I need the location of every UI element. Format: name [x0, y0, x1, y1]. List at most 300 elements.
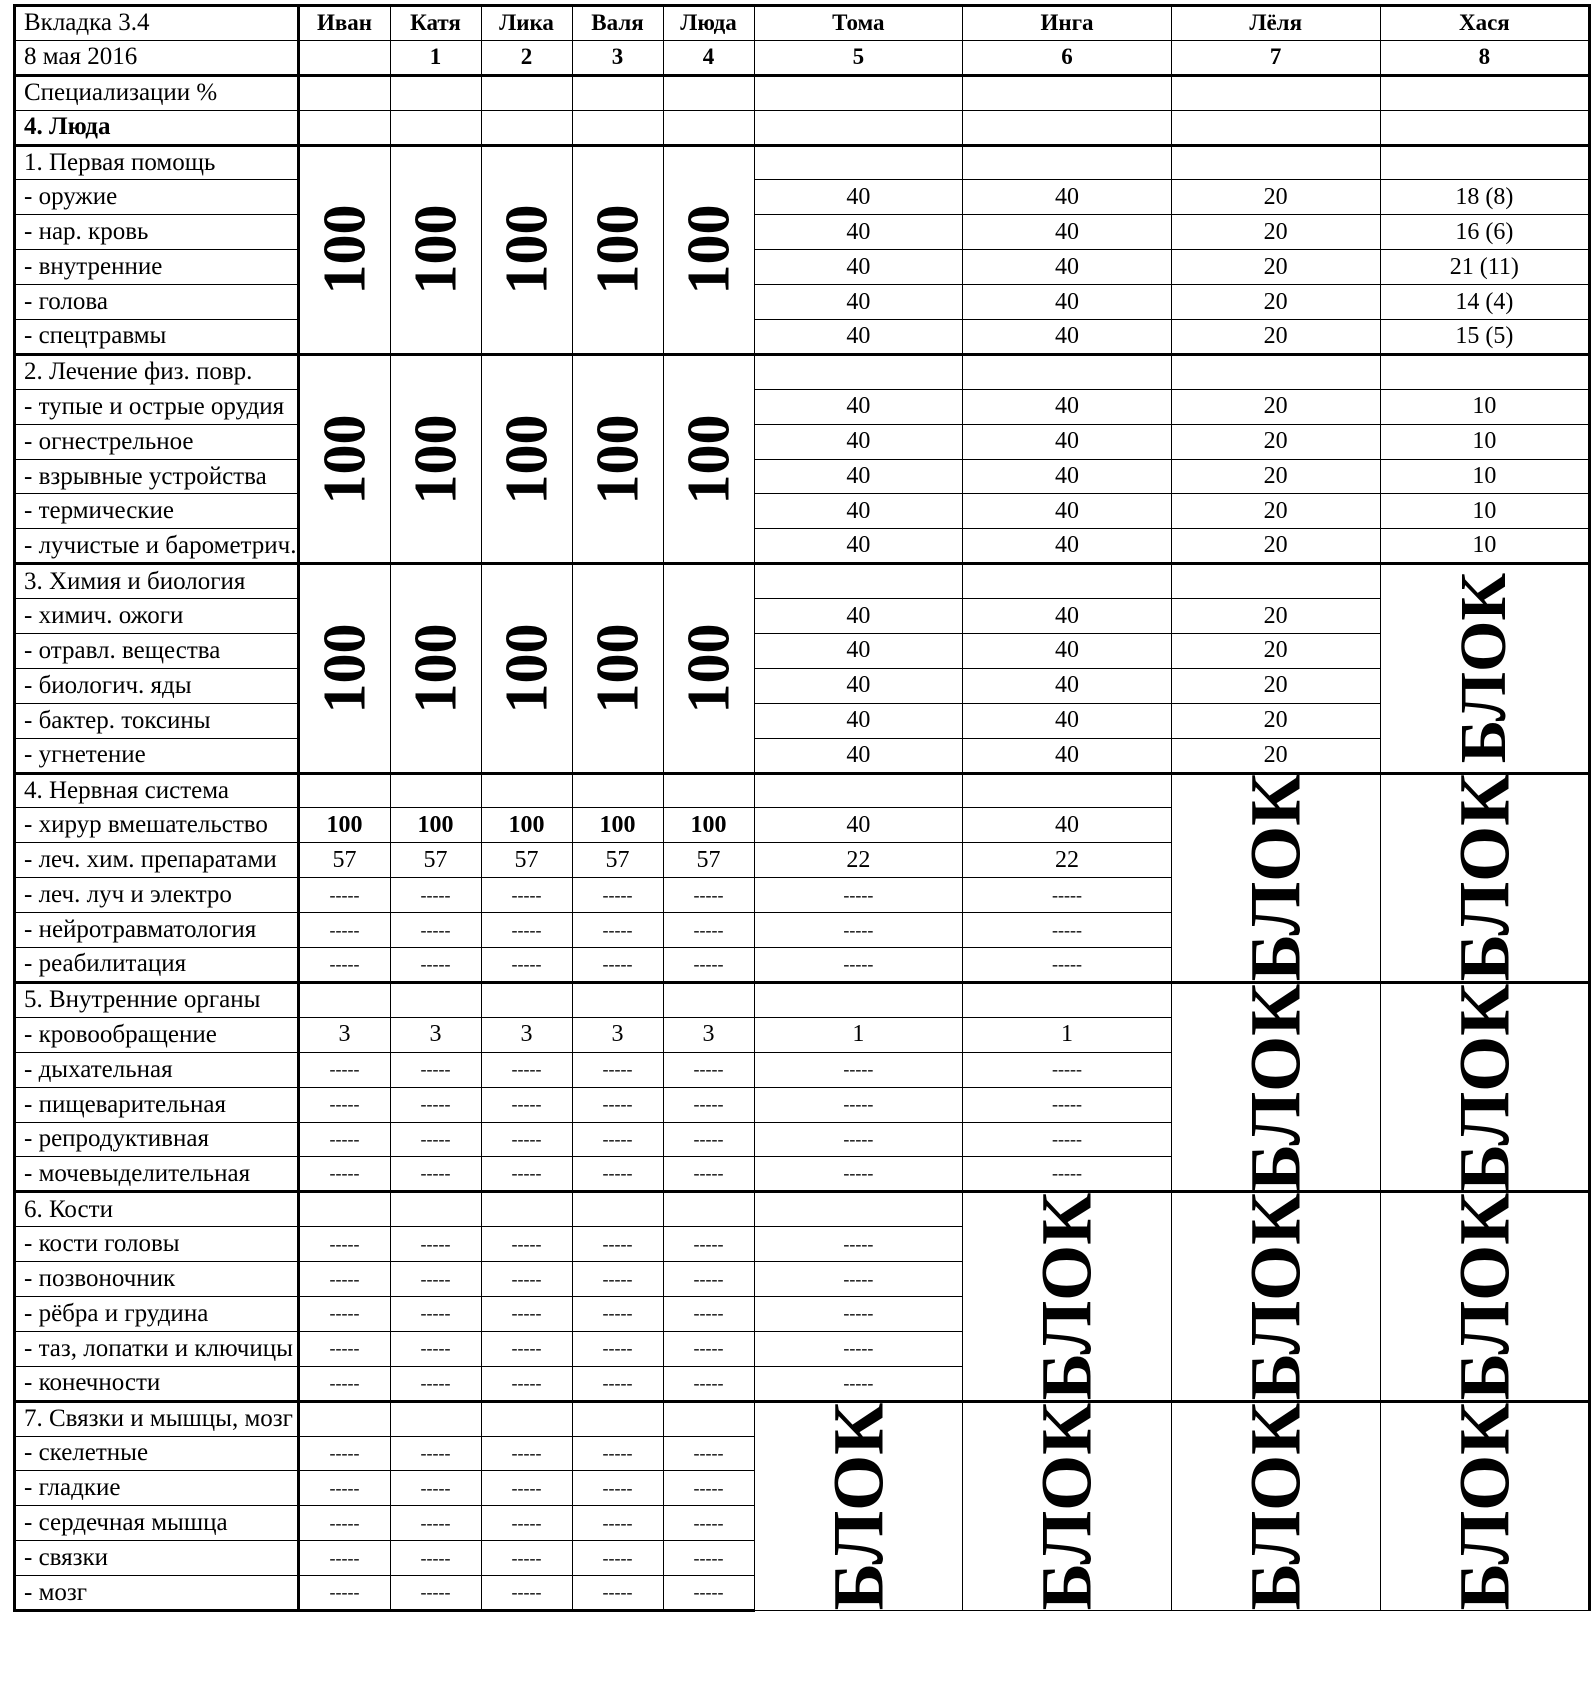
empty-cell	[481, 773, 572, 808]
value-cell: 20	[1171, 389, 1380, 424]
empty-cell	[572, 982, 663, 1017]
block-cell	[1171, 1401, 1380, 1610]
value-cell: -----	[754, 1366, 963, 1401]
block-label: БЛОК	[1026, 1402, 1107, 1611]
value-cell: -----	[572, 1296, 663, 1331]
value-cell: 20	[1171, 459, 1380, 494]
block-label: БЛОК	[1443, 773, 1524, 982]
value-cell: -----	[390, 1366, 481, 1401]
value-cell: 21 (11)	[1380, 250, 1590, 285]
value-cell: 40	[754, 494, 963, 529]
value-cell: -----	[963, 913, 1172, 948]
value-cell: -----	[390, 1576, 481, 1611]
value-cell: -----	[298, 1227, 390, 1262]
value-cell: 57	[298, 843, 390, 878]
value-cell: -----	[298, 1122, 390, 1157]
empty-cell	[963, 982, 1172, 1017]
rotated-100-cell	[572, 354, 663, 563]
value-cell: 40	[754, 424, 963, 459]
empty-cell	[390, 1192, 481, 1227]
value-cell: -----	[481, 913, 572, 948]
value-cell: -----	[572, 1576, 663, 1611]
row-label: - леч. луч и электро	[15, 878, 299, 913]
value-cell: 100	[572, 808, 663, 843]
number-header	[298, 40, 390, 75]
value-cell: -----	[572, 1436, 663, 1471]
block-cell	[1171, 1192, 1380, 1401]
name-header: Тома	[754, 6, 963, 41]
empty-cell	[1171, 75, 1380, 110]
row-label: - оружие	[15, 180, 299, 215]
row-label: - спецтравмы	[15, 320, 299, 355]
value-cell: 40	[754, 703, 963, 738]
number-header: 2	[481, 40, 572, 75]
value-cell: -----	[298, 1576, 390, 1611]
empty-cell	[481, 110, 572, 145]
value-cell: -----	[754, 878, 963, 913]
value-cell: -----	[663, 1366, 754, 1401]
value-cell: -----	[572, 1122, 663, 1157]
empty-cell	[298, 982, 390, 1017]
row-label: - таз, лопатки и ключицы	[15, 1331, 299, 1366]
row-label: - отравл. вещества	[15, 634, 299, 669]
row-label: - химич. ожоги	[15, 599, 299, 634]
value-cell: -----	[663, 1157, 754, 1192]
row-label: - угнетение	[15, 738, 299, 773]
value-cell: -----	[572, 1506, 663, 1541]
empty-cell	[963, 145, 1172, 180]
row-label: - скелетные	[15, 1436, 299, 1471]
value-cell: 20	[1171, 599, 1380, 634]
rotated-100-value: 100	[402, 204, 468, 295]
block-cell	[1380, 982, 1590, 1191]
rotated-100-cell	[663, 145, 754, 354]
row-label: - сердечная мышца	[15, 1506, 299, 1541]
value-cell: -----	[481, 1227, 572, 1262]
empty-cell	[754, 110, 963, 145]
value-cell: 40	[963, 599, 1172, 634]
value-cell: 100	[298, 808, 390, 843]
value-cell: -----	[663, 948, 754, 983]
empty-cell	[572, 75, 663, 110]
name-header: Хася	[1380, 6, 1590, 41]
value-cell: 20	[1171, 180, 1380, 215]
group-title: 5. Внутренние органы	[15, 982, 299, 1017]
value-cell: 20	[1171, 703, 1380, 738]
value-cell: -----	[663, 1436, 754, 1471]
block-label: БЛОК	[1235, 1192, 1316, 1401]
empty-cell	[298, 1401, 390, 1436]
group-title: 3. Химия и биология	[15, 564, 299, 599]
value-cell: -----	[754, 1052, 963, 1087]
value-cell: 20	[1171, 320, 1380, 355]
empty-cell	[298, 1192, 390, 1227]
value-cell: 40	[963, 424, 1172, 459]
value-cell: -----	[754, 1157, 963, 1192]
value-cell: 18 (8)	[1380, 180, 1590, 215]
value-cell: 40	[963, 215, 1172, 250]
value-cell: -----	[481, 1052, 572, 1087]
block-label: БЛОК	[1235, 1402, 1316, 1611]
value-cell: -----	[390, 1157, 481, 1192]
empty-cell	[754, 354, 963, 389]
value-cell: -----	[481, 1366, 572, 1401]
value-cell: -----	[298, 1087, 390, 1122]
value-cell: -----	[663, 913, 754, 948]
row-label: - огнестрельное	[15, 424, 299, 459]
value-cell: -----	[390, 948, 481, 983]
row-label: - связки	[15, 1541, 299, 1576]
value-cell: 40	[963, 808, 1172, 843]
name-header: Люда	[663, 6, 754, 41]
empty-cell	[390, 75, 481, 110]
spec-title: Специализации %	[15, 75, 299, 110]
value-cell: -----	[572, 913, 663, 948]
value-cell: 10	[1380, 389, 1590, 424]
value-cell: -----	[754, 1122, 963, 1157]
empty-cell	[754, 564, 963, 599]
group-title: 6. Кости	[15, 1192, 299, 1227]
empty-cell	[963, 773, 1172, 808]
rotated-100-cell	[298, 145, 390, 354]
rotated-100-cell	[481, 564, 572, 773]
value-cell: -----	[481, 948, 572, 983]
rotated-100-cell	[663, 354, 754, 563]
value-cell: -----	[298, 913, 390, 948]
rotated-100-value: 100	[402, 623, 468, 714]
value-cell: 40	[963, 494, 1172, 529]
value-cell: 100	[390, 808, 481, 843]
number-header: 4	[663, 40, 754, 75]
rotated-100-value: 100	[675, 623, 741, 714]
value-cell: -----	[572, 1541, 663, 1576]
subject-title: 4. Люда	[15, 110, 299, 145]
value-cell: -----	[481, 1471, 572, 1506]
value-cell: -----	[390, 1331, 481, 1366]
value-cell: -----	[481, 878, 572, 913]
value-cell: -----	[298, 1506, 390, 1541]
empty-cell	[963, 354, 1172, 389]
value-cell: -----	[572, 948, 663, 983]
row-label: - лучистые и барометрич.	[15, 529, 299, 564]
value-cell: 20	[1171, 529, 1380, 564]
empty-cell	[754, 75, 963, 110]
empty-cell	[1380, 354, 1590, 389]
value-cell: 20	[1171, 250, 1380, 285]
tab-label: Вкладка 3.4	[15, 6, 299, 41]
rotated-100-value: 100	[493, 623, 559, 714]
empty-cell	[1380, 75, 1590, 110]
value-cell: 10	[1380, 459, 1590, 494]
value-cell: -----	[390, 1262, 481, 1297]
value-cell: -----	[390, 1436, 481, 1471]
value-cell: 57	[663, 843, 754, 878]
value-cell: -----	[298, 1262, 390, 1297]
value-cell: -----	[663, 1506, 754, 1541]
empty-cell	[390, 110, 481, 145]
name-header: Иван	[298, 6, 390, 41]
rotated-100-cell	[663, 564, 754, 773]
empty-cell	[754, 145, 963, 180]
row-label: - нейротравматология	[15, 913, 299, 948]
empty-cell	[390, 1401, 481, 1436]
number-header: 1	[390, 40, 481, 75]
value-cell: -----	[572, 1331, 663, 1366]
value-cell: 40	[754, 320, 963, 355]
rotated-100-cell	[572, 564, 663, 773]
value-cell: -----	[390, 1227, 481, 1262]
value-cell: -----	[572, 878, 663, 913]
value-cell: -----	[298, 1366, 390, 1401]
value-cell: -----	[390, 1052, 481, 1087]
value-cell: 3	[572, 1017, 663, 1052]
value-cell: -----	[390, 1296, 481, 1331]
value-cell: 100	[481, 808, 572, 843]
value-cell: -----	[963, 1052, 1172, 1087]
value-cell: -----	[298, 1296, 390, 1331]
rotated-100-cell	[390, 564, 481, 773]
empty-cell	[663, 75, 754, 110]
row-label: - реабилитация	[15, 948, 299, 983]
value-cell: 40	[963, 634, 1172, 669]
row-label: - мочевыделительная	[15, 1157, 299, 1192]
row-label: - взрывные устройства	[15, 459, 299, 494]
row-label: - репродуктивная	[15, 1122, 299, 1157]
block-label: БЛОК	[817, 1402, 898, 1611]
value-cell: -----	[572, 1052, 663, 1087]
value-cell: -----	[663, 1296, 754, 1331]
group-title: 2. Лечение физ. повр.	[15, 354, 299, 389]
row-label: - внутренние	[15, 250, 299, 285]
value-cell: 14 (4)	[1380, 285, 1590, 320]
value-cell: -----	[481, 1331, 572, 1366]
value-cell: -----	[663, 1541, 754, 1576]
value-cell: -----	[390, 1122, 481, 1157]
row-label: - тупые и острые орудия	[15, 389, 299, 424]
value-cell: 40	[963, 703, 1172, 738]
value-cell: -----	[298, 878, 390, 913]
value-cell: -----	[298, 1471, 390, 1506]
number-header: 6	[963, 40, 1172, 75]
value-cell: 40	[754, 668, 963, 703]
empty-cell	[390, 773, 481, 808]
empty-cell	[963, 564, 1172, 599]
empty-cell	[754, 773, 963, 808]
value-cell: 40	[963, 738, 1172, 773]
empty-cell	[1380, 145, 1590, 180]
row-label: - рёбра и грудина	[15, 1296, 299, 1331]
block-cell	[754, 1401, 963, 1610]
value-cell: -----	[663, 1122, 754, 1157]
value-cell: 57	[572, 843, 663, 878]
empty-cell	[298, 75, 390, 110]
empty-cell	[298, 110, 390, 145]
value-cell: -----	[663, 878, 754, 913]
value-cell: 10	[1380, 529, 1590, 564]
value-cell: 20	[1171, 494, 1380, 529]
empty-cell	[572, 1192, 663, 1227]
value-cell: -----	[663, 1576, 754, 1611]
number-header: 5	[754, 40, 963, 75]
empty-cell	[1380, 110, 1590, 145]
value-cell: -----	[390, 1471, 481, 1506]
value-cell: -----	[963, 1087, 1172, 1122]
value-cell: -----	[663, 1087, 754, 1122]
value-cell: -----	[963, 878, 1172, 913]
rotated-100-value: 100	[675, 414, 741, 505]
value-cell: -----	[481, 1541, 572, 1576]
block-cell	[1380, 1192, 1590, 1401]
empty-cell	[1171, 564, 1380, 599]
empty-cell	[572, 110, 663, 145]
value-cell: 40	[754, 389, 963, 424]
value-cell: -----	[481, 1576, 572, 1611]
block-label: БЛОК	[1443, 983, 1524, 1191]
value-cell: 40	[754, 180, 963, 215]
block-cell	[1171, 773, 1380, 982]
value-cell: 20	[1171, 424, 1380, 459]
value-cell: 3	[298, 1017, 390, 1052]
value-cell: 57	[390, 843, 481, 878]
row-label: - хирур вмешательство	[15, 808, 299, 843]
rotated-100-value: 100	[584, 204, 650, 295]
value-cell: -----	[390, 1541, 481, 1576]
row-label: - кости головы	[15, 1227, 299, 1262]
block-label: БЛОК	[1447, 573, 1521, 764]
row-label: - пищеварительная	[15, 1087, 299, 1122]
empty-cell	[963, 110, 1172, 145]
value-cell: 15 (5)	[1380, 320, 1590, 355]
value-cell: 40	[754, 285, 963, 320]
value-cell: 10	[1380, 424, 1590, 459]
value-cell: 40	[963, 285, 1172, 320]
value-cell: -----	[663, 1331, 754, 1366]
value-cell: 40	[963, 668, 1172, 703]
value-cell: -----	[754, 948, 963, 983]
value-cell: 40	[963, 459, 1172, 494]
name-header: Валя	[572, 6, 663, 41]
empty-cell	[663, 110, 754, 145]
value-cell: 20	[1171, 668, 1380, 703]
value-cell: -----	[663, 1471, 754, 1506]
empty-cell	[754, 982, 963, 1017]
value-cell: -----	[390, 878, 481, 913]
value-cell: 1	[754, 1017, 963, 1052]
value-cell: -----	[754, 1262, 963, 1297]
block-label: БЛОК	[1443, 1192, 1524, 1401]
value-cell: 22	[963, 843, 1172, 878]
value-cell: 3	[663, 1017, 754, 1052]
rotated-100-value: 100	[311, 414, 377, 505]
value-cell: 40	[754, 808, 963, 843]
row-label: - дыхательная	[15, 1052, 299, 1087]
empty-cell	[390, 982, 481, 1017]
value-cell: 40	[963, 389, 1172, 424]
value-cell: -----	[481, 1262, 572, 1297]
rotated-100-value: 100	[311, 204, 377, 295]
name-header: Инга	[963, 6, 1172, 41]
value-cell: 40	[754, 250, 963, 285]
value-cell: 20	[1171, 738, 1380, 773]
row-label: - леч. хим. препаратами	[15, 843, 299, 878]
value-cell: -----	[572, 1366, 663, 1401]
block-label: БЛОК	[1026, 1192, 1107, 1401]
value-cell: -----	[663, 1262, 754, 1297]
name-header: Катя	[390, 6, 481, 41]
value-cell: 3	[390, 1017, 481, 1052]
value-cell: 20	[1171, 215, 1380, 250]
block-cell	[963, 1401, 1172, 1610]
rotated-100-cell	[572, 145, 663, 354]
value-cell: 3	[481, 1017, 572, 1052]
empty-cell	[1171, 354, 1380, 389]
number-header: 7	[1171, 40, 1380, 75]
value-cell: -----	[963, 1122, 1172, 1157]
block-cell	[1380, 564, 1590, 773]
rotated-100-cell	[298, 564, 390, 773]
rotated-100-value: 100	[493, 414, 559, 505]
value-cell: -----	[754, 1087, 963, 1122]
value-cell: -----	[481, 1157, 572, 1192]
value-cell: -----	[572, 1157, 663, 1192]
group-title: 4. Нервная система	[15, 773, 299, 808]
rotated-100-cell	[390, 354, 481, 563]
value-cell: 40	[754, 215, 963, 250]
value-cell: -----	[298, 1541, 390, 1576]
value-cell: 57	[481, 843, 572, 878]
value-cell: -----	[298, 1436, 390, 1471]
rotated-100-value: 100	[675, 204, 741, 295]
value-cell: -----	[390, 1087, 481, 1122]
empty-cell	[481, 75, 572, 110]
value-cell: 40	[754, 529, 963, 564]
empty-cell	[663, 773, 754, 808]
rotated-100-cell	[481, 145, 572, 354]
value-cell: -----	[663, 1227, 754, 1262]
block-cell	[1171, 982, 1380, 1191]
rotated-100-value: 100	[311, 623, 377, 714]
value-cell: 20	[1171, 285, 1380, 320]
empty-cell	[963, 75, 1172, 110]
empty-cell	[481, 982, 572, 1017]
row-label: - кровообращение	[15, 1017, 299, 1052]
value-cell: -----	[481, 1122, 572, 1157]
value-cell: -----	[572, 1471, 663, 1506]
row-label: - термические	[15, 494, 299, 529]
empty-cell	[1171, 110, 1380, 145]
empty-cell	[298, 773, 390, 808]
value-cell: 22	[754, 843, 963, 878]
value-cell: 100	[663, 808, 754, 843]
empty-cell	[663, 1192, 754, 1227]
row-label: - голова	[15, 285, 299, 320]
rotated-100-value: 100	[584, 414, 650, 505]
value-cell: -----	[572, 1227, 663, 1262]
value-cell: 40	[963, 320, 1172, 355]
value-cell: -----	[572, 1262, 663, 1297]
value-cell: -----	[481, 1296, 572, 1331]
value-cell: 40	[963, 250, 1172, 285]
value-cell: -----	[572, 1087, 663, 1122]
empty-cell	[481, 1192, 572, 1227]
number-header: 8	[1380, 40, 1590, 75]
name-header: Лёля	[1171, 6, 1380, 41]
value-cell: 1	[963, 1017, 1172, 1052]
value-cell: -----	[481, 1506, 572, 1541]
value-cell: 40	[754, 634, 963, 669]
block-label: БЛОК	[1235, 983, 1316, 1191]
value-cell: 40	[754, 599, 963, 634]
